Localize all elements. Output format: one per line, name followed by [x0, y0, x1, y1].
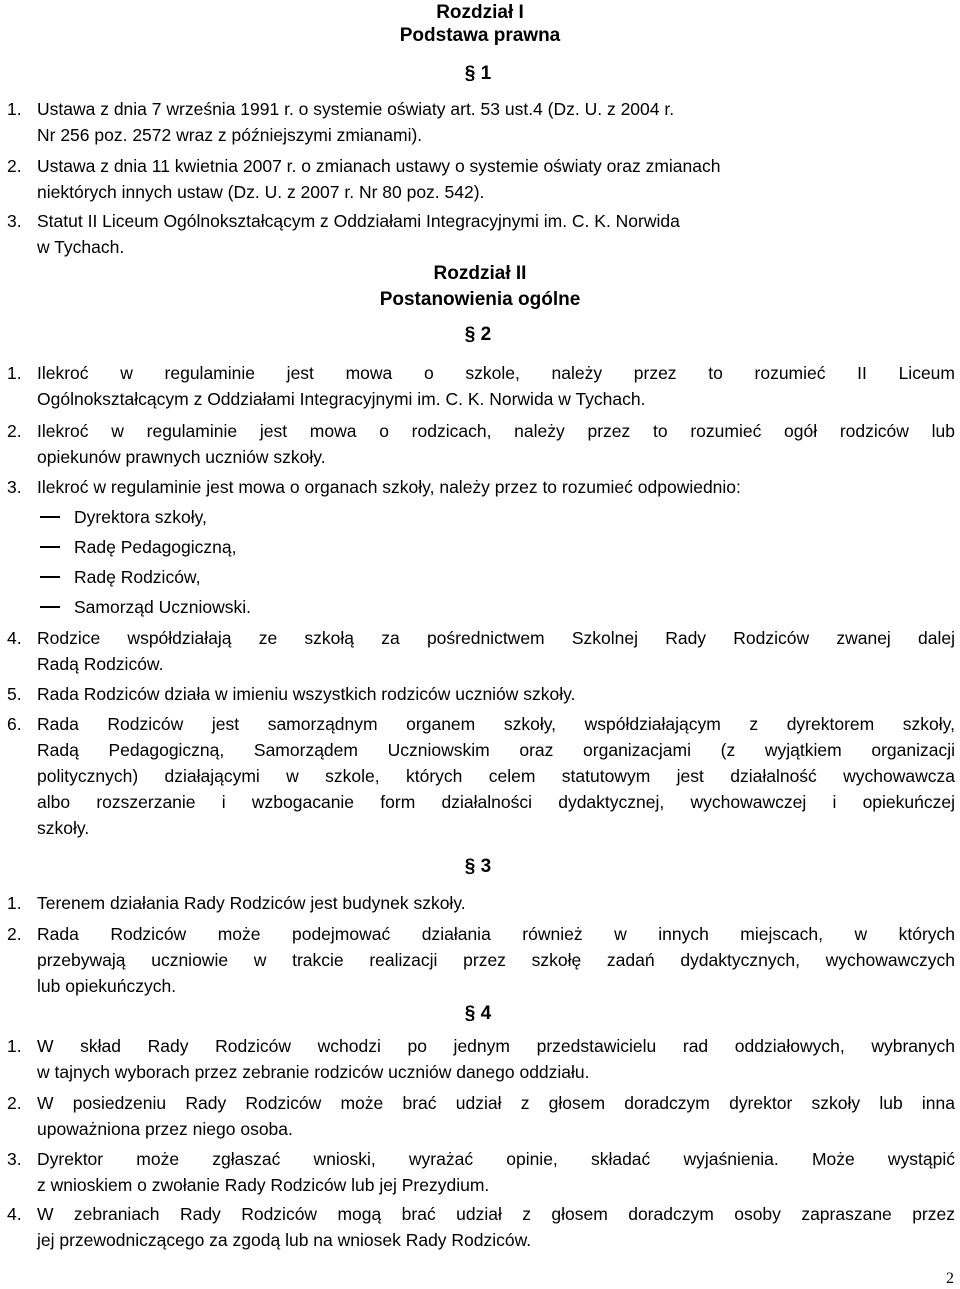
s3-item-1-line-1: Terenem działania Rady Rodziców jest budynek szkoły. — [37, 893, 466, 913]
dash-bullet — [40, 576, 60, 578]
s1-item-3-line-1: Statut II Liceum Ogólnokształcącym z Oddziałami Integracyjnymi im. C. K. Norwida — [37, 211, 680, 231]
s2-item-3-number: 3. — [7, 477, 22, 497]
s2-item-6-line-5: szkoły. — [37, 818, 90, 838]
s4-item-4-line-2: jej przewodniczącego za zgodą lub na wniosek Rady Rodziców. — [37, 1230, 532, 1250]
s4-item-3-number: 3. — [7, 1149, 22, 1169]
chapter-1-subtitle: Podstawa prawna — [399, 25, 561, 46]
s1-item-2-number: 2. — [7, 156, 22, 176]
s1-item-3-number: 3. — [7, 211, 22, 231]
s1-item-1-number: 1. — [7, 99, 22, 119]
s2-item-6-line-2: Radą Pedagogiczną, Samorządem Uczniowskim oraz organizacjami (z wyjątkiem organizacji — [37, 740, 955, 760]
s2-item-4-number: 4. — [7, 628, 22, 648]
s1-item-1-line-2: Nr 256 poz. 2572 wraz z późniejszymi zmianami). — [37, 125, 423, 145]
s3-item-2-line-1: Rada Rodziców może podejmować działania również w innych miejscach, w których — [37, 924, 955, 944]
s4-item-2-line-2: upoważniona przez niego osoba. — [37, 1119, 293, 1139]
s4-item-1-line-1: W skład Rady Rodziców wchodzi po jednym przedstawicielu rad oddziałowych, wybranych — [37, 1036, 955, 1056]
section-1-sign: § 1 — [464, 63, 492, 84]
s2-item-1-line-1: Ilekroć w regulaminie jest mowa o szkole, należy przez to rozumieć II Liceum — [37, 363, 955, 383]
s2-item-2-number: 2. — [7, 421, 22, 441]
s2-item-4-line-1: Rodzice współdziałają ze szkołą za pośrednictwem Szkolnej Rady Rodziców zwanej dalej — [37, 628, 955, 648]
chapter-1-title: Rozdział I — [436, 2, 524, 23]
s4-item-2-line-1: W posiedzeniu Rady Rodziców może brać udział z głosem doradczym dyrektor szkoły lub inna — [37, 1093, 955, 1113]
organ-label: Samorząd Uczniowski. — [74, 597, 251, 617]
s4-item-1-line-2: w tajnych wyborach przez zebranie rodziców uczniów danego oddziału. — [37, 1062, 590, 1082]
s2-item-2-line-2: opiekunów prawnych uczniów szkoły. — [37, 447, 326, 467]
s2-item-6-number: 6. — [7, 714, 22, 734]
dash-bullet — [40, 516, 60, 518]
s2-item-6-line-4: albo rozszerzanie i wzbogacanie form działalności dydaktycznej, wychowawczej i opiekuńczej — [37, 792, 955, 812]
s4-item-4-number: 4. — [7, 1204, 22, 1224]
chapter-2-subtitle: Postanowienia ogólne — [379, 289, 581, 310]
section-3-sign: § 3 — [464, 856, 492, 877]
section-4-sign: § 4 — [464, 1003, 492, 1024]
dash-bullet — [40, 546, 60, 548]
s2-item-3-line-1: Ilekroć w regulaminie jest mowa o organach szkoły, należy przez to rozumieć odpowiednio: — [37, 477, 741, 497]
page-number: 2 — [946, 1270, 954, 1287]
chapter-2-title: Rozdział II — [433, 263, 527, 284]
s2-item-6-line-3: politycznych) działającymi w szkole, których celem statutowym jest działalność wychowawcza — [37, 766, 955, 786]
s2-item-1-number: 1. — [7, 363, 22, 383]
s2-item-1-line-2: Ogólnokształcącym z Oddziałami Integracyjnymi im. C. K. Norwida w Tychach. — [37, 389, 646, 409]
s4-item-3-line-1: Dyrektor może zgłaszać wnioski, wyrażać opinie, składać wyjaśnienia. Może wystąpić — [37, 1149, 955, 1169]
organ-label: Dyrektora szkoły, — [74, 507, 207, 527]
s3-item-2-number: 2. — [7, 924, 22, 944]
s3-item-2-line-2: przebywają uczniowie w trakcie realizacji przez szkołę zadań dydaktycznych, wychowawczych — [37, 950, 955, 970]
s2-item-2-line-1: Ilekroć w regulaminie jest mowa o rodzicach, należy przez to rozumieć ogół rodziców lub — [37, 421, 955, 441]
s2-item-4-line-2: Radą Rodziców. — [37, 654, 164, 674]
s2-item-5-number: 5. — [7, 684, 22, 704]
s3-item-2-line-3: lub opiekuńczych. — [37, 976, 177, 996]
s1-item-2-line-2: niektórych innych ustaw (Dz. U. z 2007 r. Nr 80 poz. 542). — [37, 182, 485, 202]
s4-item-4-line-1: W zebraniach Rady Rodziców mogą brać udział z głosem doradczym osoby zapraszane przez — [37, 1204, 955, 1224]
s4-item-3-line-2: z wnioskiem o zwołanie Rady Rodziców lub jej Prezydium. — [37, 1175, 490, 1195]
organ-label: Radę Pedagogiczną, — [74, 537, 237, 557]
section-2-sign: § 2 — [464, 324, 492, 345]
s1-item-1-line-1: Ustawa z dnia 7 września 1991 r. o systemie oświaty art. 53 ust.4 (Dz. U. z 2004 r. — [37, 99, 675, 119]
organ-label: Radę Rodziców, — [74, 567, 201, 587]
s4-item-1-number: 1. — [7, 1036, 22, 1056]
s2-item-5-line-1: Rada Rodziców działa w imieniu wszystkich rodziców uczniów szkoły. — [37, 684, 576, 704]
s4-item-2-number: 2. — [7, 1093, 22, 1113]
s1-item-3-line-2: w Tychach. — [37, 237, 125, 257]
s3-item-1-number: 1. — [7, 893, 22, 913]
s2-item-6-line-1: Rada Rodziców jest samorządnym organem szkoły, współdziałającym z dyrektorem szkoły, — [37, 714, 955, 734]
s1-item-2-line-1: Ustawa z dnia 11 kwietnia 2007 r. o zmianach ustawy o systemie oświaty oraz zmianach — [37, 156, 721, 176]
dash-bullet — [40, 606, 60, 608]
